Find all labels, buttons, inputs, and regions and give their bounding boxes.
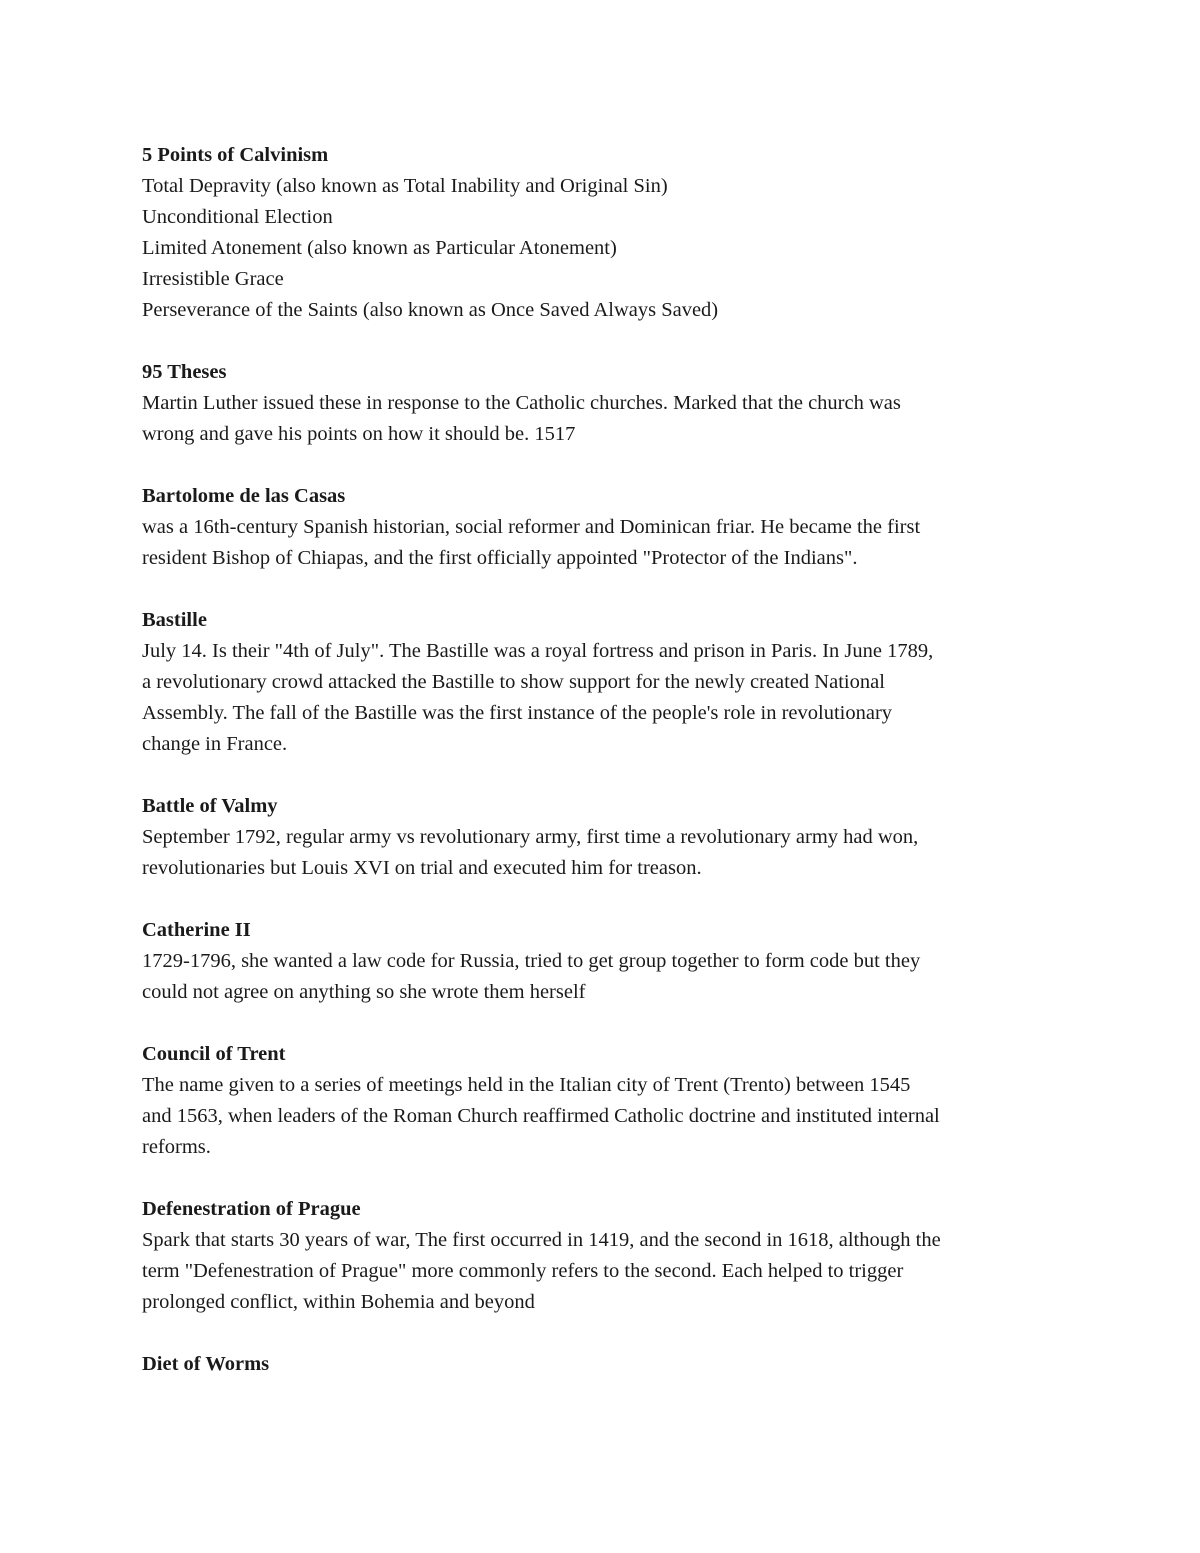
list-item: Total Depravity (also known as Total Inability and Original Sin) xyxy=(142,175,668,197)
entry-description-line: term "Defenestration of Prague" more commonly refers to the second. Each helped to trigger xyxy=(142,1260,904,1282)
entry-description-line: change in France. xyxy=(142,733,288,755)
entry-defenestration-of-prague xyxy=(142,1194,1082,1318)
entry-term: Bartolome de las Casas xyxy=(142,485,346,507)
entry-diet-of-worms xyxy=(142,1349,1082,1380)
entry-description-line: The name given to a series of meetings held in the Italian city of Trent (Trento) between 1545 xyxy=(142,1074,911,1096)
entry-5-points-of-calvinism xyxy=(142,140,1082,326)
entry-term: Bastille xyxy=(142,609,207,631)
entry-description-line: and 1563, when leaders of the Roman Church reaffirmed Catholic doctrine and instituted internal xyxy=(142,1105,940,1127)
entry-description-line: was a 16th-century Spanish historian, social reformer and Dominican friar. He became the first xyxy=(142,516,921,538)
entry-description-line: 1729-1796, she wanted a law code for Russia, tried to get group together to form code but they xyxy=(142,950,921,972)
entry-term: 95 Theses xyxy=(142,361,227,383)
entry-description-line: Assembly. The fall of the Bastille was the first instance of the people's role in revolutionary xyxy=(142,702,893,724)
entry-description-line: wrong and gave his points on how it should be. 1517 xyxy=(142,423,576,445)
entry-term: Diet of Worms xyxy=(142,1353,270,1375)
entry-term: Council of Trent xyxy=(142,1043,286,1065)
entry-term: 5 Points of Calvinism xyxy=(142,144,329,166)
entry-description-line: could not agree on anything so she wrote them herself xyxy=(142,981,586,1003)
entry-description-line: a revolutionary crowd attacked the Bastille to show support for the newly created National xyxy=(142,671,885,693)
entry-bastille xyxy=(142,605,1082,760)
list-item: Perseverance of the Saints (also known as Once Saved Always Saved) xyxy=(142,299,719,321)
entry-95-theses xyxy=(142,357,1082,450)
entry-description-line: September 1792, regular army vs revolutionary army, first time a revolutionary army had won, xyxy=(142,826,919,848)
entry-description-line: prolonged conflict, within Bohemia and beyond xyxy=(142,1291,535,1313)
entry-description-line: July 14. Is their "4th of July". The Bastille was a royal fortress and prison in Paris. In June 1789, xyxy=(142,640,934,662)
entry-description-line: resident Bishop of Chiapas, and the first officially appointed "Protector of the Indians". xyxy=(142,547,858,569)
entry-council-of-trent xyxy=(142,1039,1082,1163)
entry-term: Battle of Valmy xyxy=(142,795,278,817)
entry-description-line: Spark that starts 30 years of war, The first occurred in 1419, and the second in 1618, although the xyxy=(142,1229,941,1251)
entry-term: Defenestration of Prague xyxy=(142,1198,361,1220)
list-item: Unconditional Election xyxy=(142,206,333,228)
document-page xyxy=(142,140,1082,1411)
entry-bartolome-de-las-casas xyxy=(142,481,1082,574)
entry-catherine-ii xyxy=(142,915,1082,1008)
entry-term: Catherine II xyxy=(142,919,251,941)
list-item: Irresistible Grace xyxy=(142,268,284,290)
entry-battle-of-valmy xyxy=(142,791,1082,884)
entry-description-line: reforms. xyxy=(142,1136,211,1158)
list-item: Limited Atonement (also known as Particular Atonement) xyxy=(142,237,617,259)
entry-description-line: Martin Luther issued these in response to the Catholic churches. Marked that the church was xyxy=(142,392,901,414)
entry-description-line: revolutionaries but Louis XVI on trial and executed him for treason. xyxy=(142,857,702,879)
